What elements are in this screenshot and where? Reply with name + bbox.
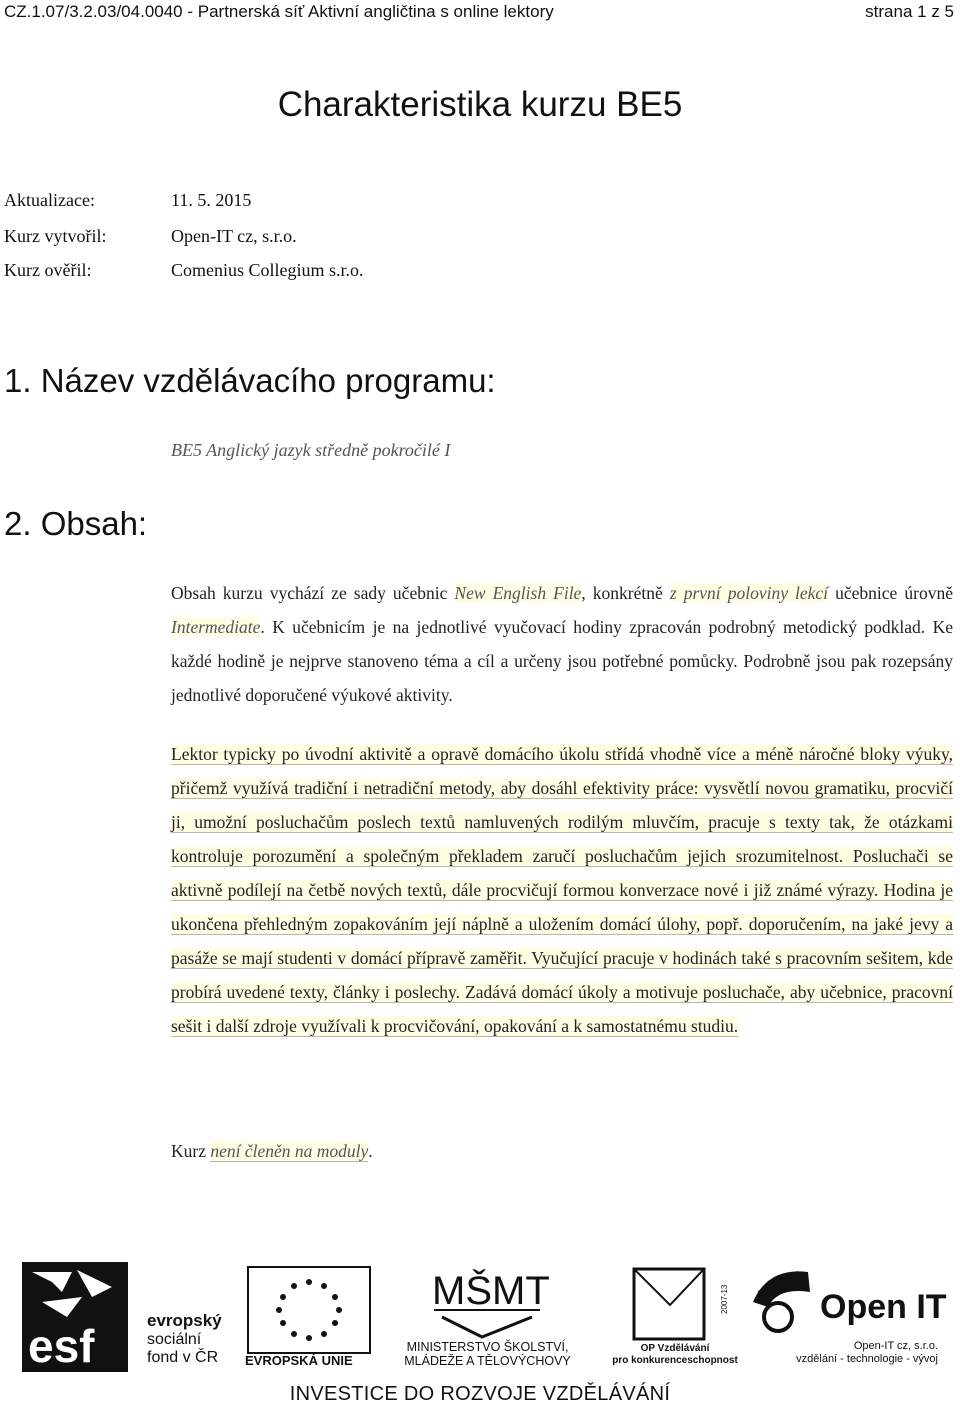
content-paragraph-3 — [171, 1134, 953, 1168]
op-caption — [600, 1343, 750, 1367]
p3-modules-note: není členěn na moduly — [210, 1141, 369, 1161]
p2-text: Lektor typicky po úvodní aktivitě a opravě domácího úkolu střídá vhodně více a méně náročné bloky výuky, přičemž využívá tradiční i netradiční metody, aby dosáhl efektivity práce: vysvětlí novou gramatiku, procvičí ji, umožní posluchačům poslech textů namluvených rodilým mluvčím, pracuje s texty tak, že otázkami kontroluje porozumění a společným překladem zaručí posluchačům jejich srozumitelnost. Posluchači se aktivně podílejí na četbě nových textů, dále procvičují formou konverzace nové i již známé výrazy. Hodina je ukončena přehledným zopakováním její náplně a uložením domácí úlohy, popř. doporučením, na jaké jevy a pasáže se mají studenti v domácí přípravě zaměřit. Vyučující pracuje v hodinách také s pracovním sešitem, kde probírá uvedené texty, články i poslechy. Zadává domácí úkoly a motivuje posluchače, aby učebnice, pracovní sešit i další zdroje využívali k procvičování, opakování a k samostatnému studiu. — [171, 744, 953, 1036]
content-paragraph-1 — [171, 576, 953, 712]
p1-text-a: Obsah kurzu vychází ze sady učebnic — [171, 583, 455, 603]
op-line2: pro konkurenceschopnost — [612, 1355, 738, 1366]
openit-line1: Open-IT cz, s.r.o. — [853, 1340, 938, 1352]
page-number: strana 1 z 5 — [865, 2, 954, 21]
eu-caption: EVROPSKÁ UNIE — [245, 1353, 353, 1368]
investice-slogan: INVESTICE DO ROZVOJE VZDĚLÁVÁNÍ — [289, 1383, 671, 1405]
msmt-line2: MLÁDEŽE A TĚLOVÝCHOVY — [404, 1354, 571, 1368]
msmt-logo-icon — [432, 1262, 550, 1342]
content-paragraph-2 — [171, 737, 953, 1043]
section-heading-program: 1. Název vzdělávacího programu: — [4, 362, 496, 399]
document-header-project: CZ.1.07/3.2.03/04.0040 - Partnerská síť Aktivní angličtina s online lektory — [4, 2, 554, 21]
section-heading-content: 2. Obsah: — [4, 505, 148, 542]
p3-text-a: Kurz — [171, 1141, 211, 1161]
p1-textbook-name: New English File — [454, 583, 582, 603]
msmt-mark-text: MŠMT — [432, 1269, 550, 1313]
p1-text-c: , konkrétně — [581, 583, 670, 603]
openit-logo-icon — [748, 1262, 818, 1342]
openit-caption — [766, 1340, 938, 1366]
openit-logo-text: Open IT — [820, 1288, 947, 1326]
esf-caption — [147, 1312, 222, 1367]
op-year: 2007-13 — [720, 1284, 729, 1314]
meta-label-update: Aktualizace: — [4, 190, 95, 210]
esf-logo-icon — [22, 1262, 128, 1372]
p1-lesson-range: z první poloviny lekcí — [669, 583, 829, 603]
p1-text-g: . K učebnicím je na jednotlivé vyučovací hodiny zpracován podrobný metodický podklad. Ke každé hodině je nejprve stanoveno téma a cíl a určeny jsou potřebné pomůcky. Podrobně jsou pak rozepsány jednotlivé doporučené výukové aktivity. — [171, 617, 953, 705]
page-title: Charakteristika kurzu BE5 — [277, 85, 683, 124]
openit-line2: vzdělání - technologie - vývoj — [796, 1353, 938, 1365]
meta-label-verifier: Kurz ověřil: — [4, 260, 92, 280]
meta-value-verifier: Comenius Collegium s.r.o. — [171, 260, 364, 280]
op-line1: OP Vzdělávání — [640, 1343, 710, 1354]
esf-mark-text: esf — [28, 1320, 95, 1372]
program-name: BE5 Anglický jazyk středně pokročilé I — [171, 440, 451, 460]
msmt-caption — [380, 1340, 595, 1368]
esf-line1: evropský — [147, 1311, 222, 1330]
meta-value-update: 11. 5. 2015 — [171, 190, 252, 210]
p1-text-e: učebnice úrovně — [828, 583, 953, 603]
esf-line3: fond v ČR — [147, 1349, 219, 1366]
op-logo-icon — [630, 1265, 729, 1345]
p3-text-c: . — [368, 1141, 373, 1161]
meta-value-author: Open-IT cz, s.r.o. — [171, 226, 297, 246]
eu-flag-icon — [247, 1266, 371, 1354]
esf-line2: sociální — [147, 1331, 202, 1348]
meta-label-author: Kurz vytvořil: — [4, 226, 107, 246]
p1-level: Intermediate — [171, 617, 261, 637]
msmt-line1: MINISTERSTVO ŠKOLSTVÍ, — [406, 1340, 569, 1354]
